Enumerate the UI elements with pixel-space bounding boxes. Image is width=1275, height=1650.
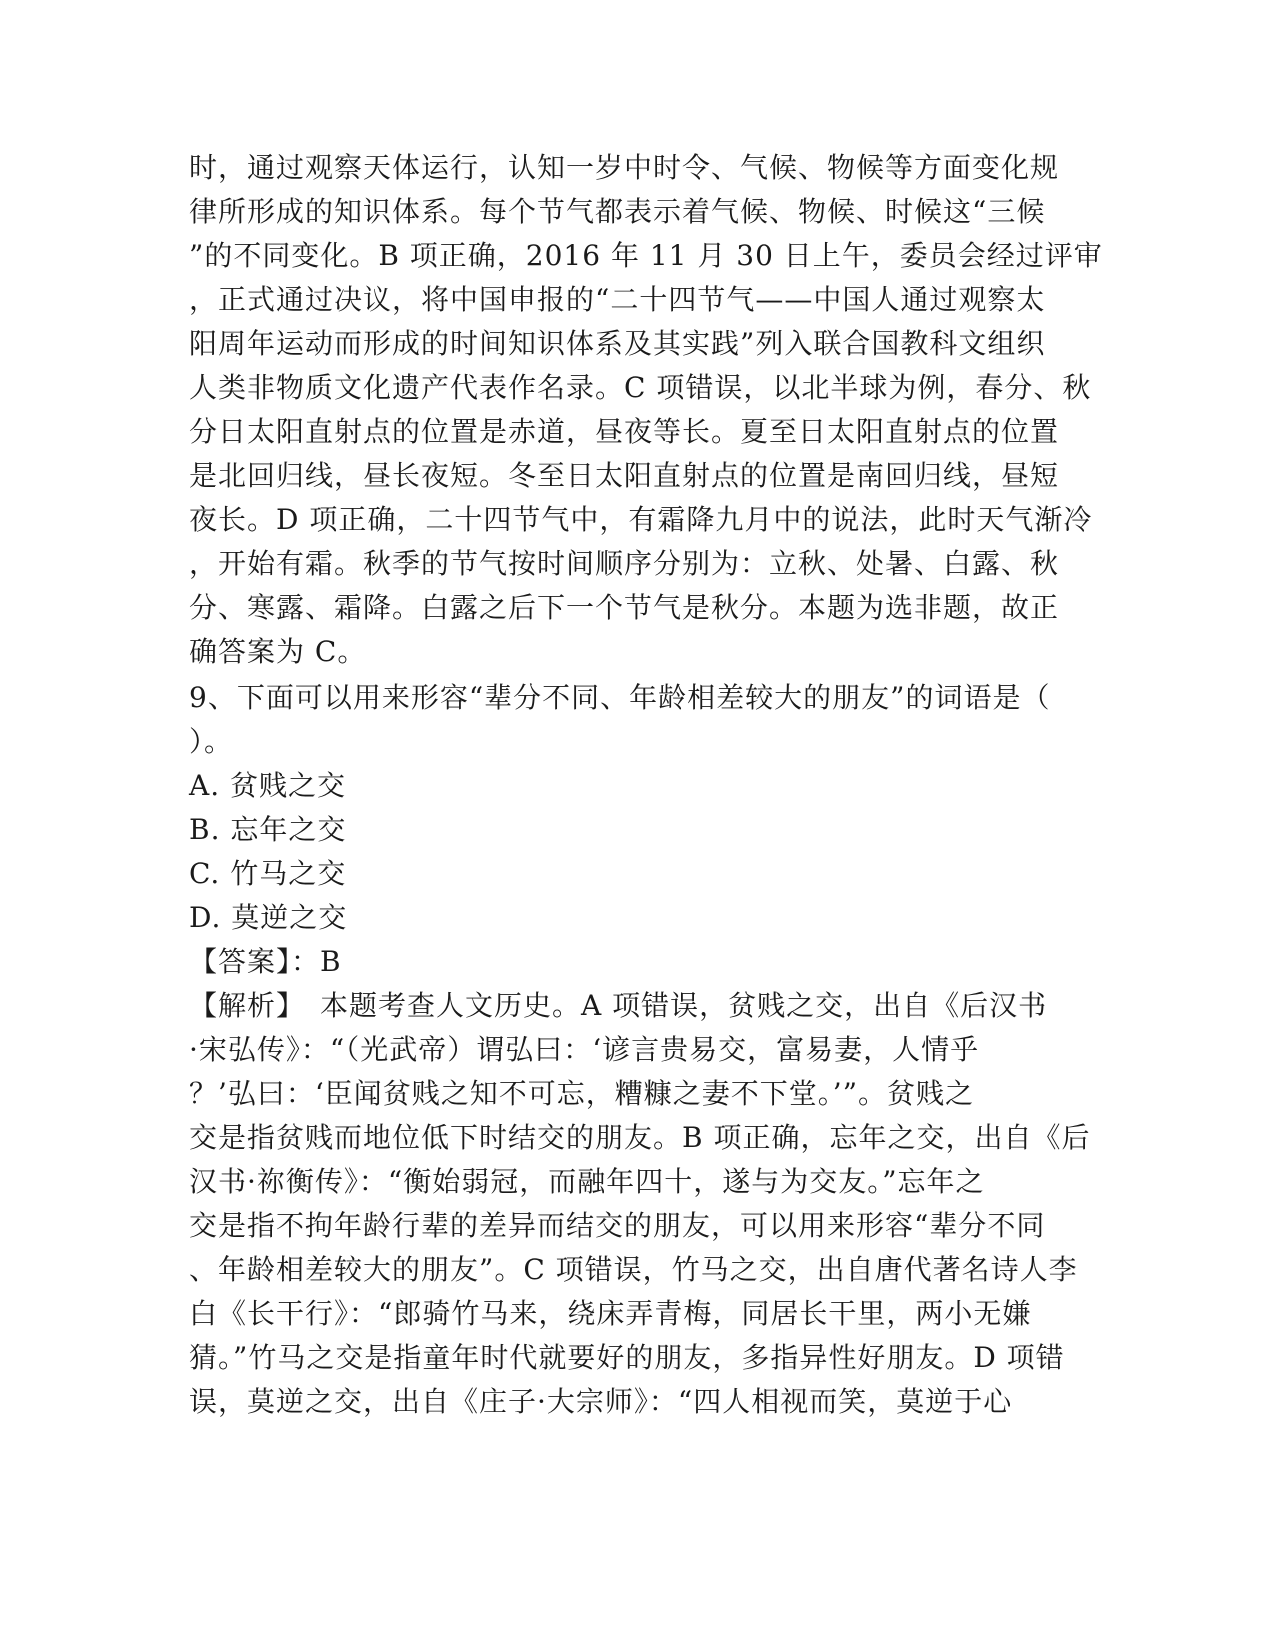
text-line: ，正式通过决议，将中国申报的“二十四节气——中国人通过观察太 xyxy=(189,283,1046,316)
text-line: ”的不同变化。B 项正确，2016 年 11 月 30 日上午，委员会经过评审 xyxy=(189,239,1103,272)
previous-explanation xyxy=(189,146,1103,674)
text-line: 夜长。D 项正确，二十四节气中，有霜降九月中的说法，此时天气渐冷 xyxy=(189,503,1093,536)
analysis-line: 交是指贫贱而地位低下时结交的朋友。B 项正确，忘年之交，出自《后 xyxy=(189,1121,1091,1154)
question-stem: 9、下面可以用来形容“辈分不同、年龄相差较大的朋友”的词语是（ xyxy=(189,681,1051,714)
text-line: 律所形成的知识体系。每个节气都表示着气候、物候、时候这“三候 xyxy=(189,195,1046,228)
text-line: 时，通过观察天体运行，认知一岁中时令、气候、物候等方面变化规 xyxy=(189,151,1060,184)
analysis-line: 白《长干行》：“郎骑竹马来，绕床弄青梅，同居长干里，两小无嫌 xyxy=(189,1297,1032,1330)
text-line: 是北回归线，昼长夜短。冬至日太阳直射点的位置是南回归线，昼短 xyxy=(189,459,1060,492)
text-line: 确答案为 C。 xyxy=(189,635,367,668)
text-line: 阳周年运动而形成的时间知识体系及其实践”列入联合国教科文组织 xyxy=(189,327,1046,360)
text-line: ，开始有霜。秋季的节气按时间顺序分别为：立秋、处暑、白露、秋 xyxy=(189,547,1060,580)
option-c: C. 竹马之交 xyxy=(189,857,347,890)
option-a: A. 贫贱之交 xyxy=(189,769,347,802)
analysis-line: 交是指不拘年龄行辈的差异而结交的朋友，可以用来形容“辈分不同 xyxy=(189,1209,1046,1242)
analysis-line: ·宋弘传》：“（光武帝）谓弘曰：‘谚言贵易交，富易妻，人情乎 xyxy=(189,1033,980,1066)
analysis-line: 、年龄相差较大的朋友”。C 项错误，竹马之交，出自唐代著名诗人李 xyxy=(189,1253,1078,1286)
text-line: 人类非物质文化遗产代表作名录。C 项错误，以北半球为例，春分、秋 xyxy=(189,371,1092,404)
answer-line: 【答案】：B xyxy=(189,945,342,978)
analysis-line: 【解析】 本题考查人文历史。A 项错误，贫贱之交，出自《后汉书 xyxy=(189,989,1048,1022)
option-d: D. 莫逆之交 xyxy=(189,901,348,934)
text-line: 分日太阳直射点的位置是赤道，昼夜等长。夏至日太阳直射点的位置 xyxy=(189,415,1060,448)
analysis-line: 误，莫逆之交，出自《庄子·大宗师》：“四人相视而笑，莫逆于心 xyxy=(189,1385,1013,1418)
question-9 xyxy=(189,676,1089,1424)
option-b: B. 忘年之交 xyxy=(189,813,347,846)
text-line: 分、寒露、霜降。白露之后下一个节气是秋分。本题为选非题，故正 xyxy=(189,591,1060,624)
analysis-line: 汉书·祢衡传》：“衡始弱冠，而融年四十，遂与为交友。”忘年之 xyxy=(189,1165,985,1198)
question-stem: ）。 xyxy=(189,725,234,758)
analysis-line: 猜。”竹马之交是指童年时代就要好的朋友，多指异性好朋友。D 项错 xyxy=(189,1341,1065,1374)
analysis-line: ？’弘曰：‘臣闻贫贱之知不可忘，糟糠之妻不下堂。’”。贫贱之 xyxy=(189,1077,975,1110)
